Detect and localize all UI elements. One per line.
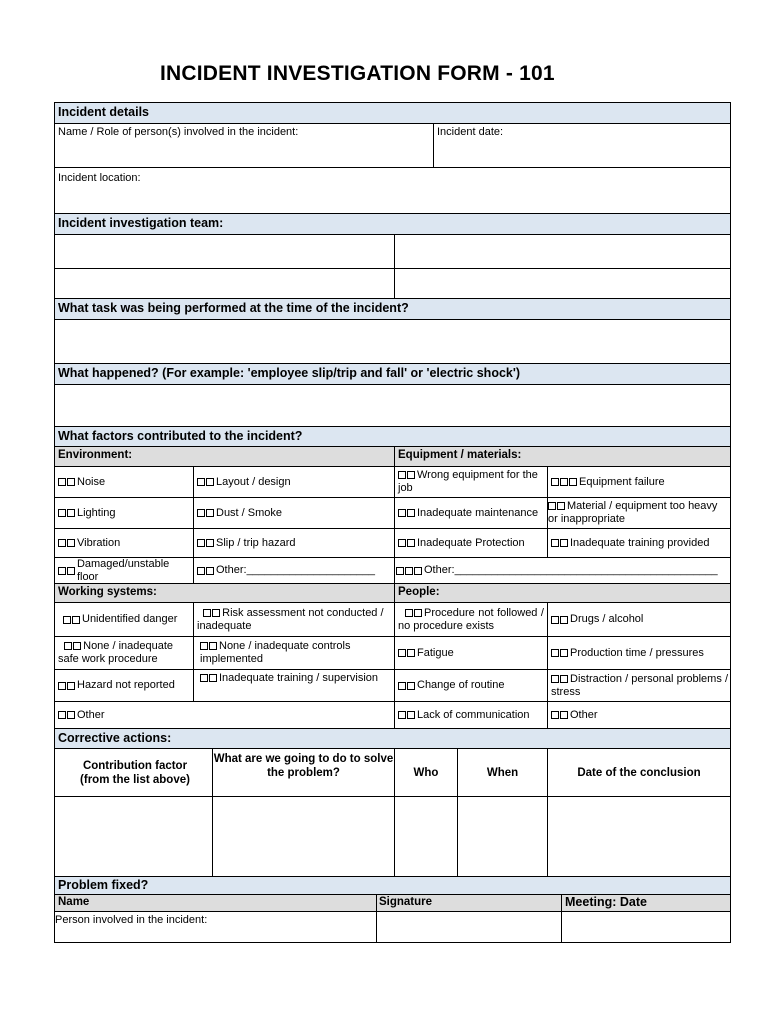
checkbox-icon — [396, 567, 404, 575]
checkbox-icon — [407, 711, 415, 719]
problem-fixed-band — [55, 876, 731, 894]
working-hazard-not-reported[interactable]: Hazard not reported — [55, 670, 193, 701]
who-header: Who — [413, 766, 439, 779]
checkbox-icon — [551, 539, 559, 547]
working-risk-assessment[interactable]: Risk assessment not conducted / inadequate — [197, 606, 384, 632]
task-question-heading: What task was being performed at the time of the incident? — [58, 301, 409, 315]
equipment-wrong-equipment[interactable]: Wrong equipment for the job — [398, 469, 538, 494]
checkbox-icon — [560, 539, 568, 547]
environment-heading: Environment: — [58, 449, 133, 461]
people-drugs-alcohol[interactable]: Drugs / alcohol — [548, 603, 730, 636]
checkbox-icon — [405, 567, 413, 575]
working-systems-heading: Working systems: — [58, 586, 157, 598]
people-other[interactable]: Other — [548, 702, 730, 728]
checkbox-icon — [197, 567, 205, 575]
environment-lighting[interactable]: Lighting — [55, 498, 193, 528]
factors-heading: What factors contributed to the incident? — [58, 429, 303, 443]
checkbox-icon — [560, 675, 568, 683]
checkbox-icon — [407, 509, 415, 517]
checkbox-icon — [67, 682, 75, 690]
checkbox-icon — [58, 509, 66, 517]
checkbox-icon — [551, 616, 559, 624]
signature-column-header: Signature — [379, 896, 433, 908]
checkbox-icon — [212, 609, 220, 617]
checkbox-icon — [203, 609, 211, 617]
checkbox-icon — [551, 675, 559, 683]
checkbox-icon — [398, 471, 406, 479]
when-header: When — [486, 766, 519, 779]
checkbox-icon — [58, 567, 66, 575]
environment-other[interactable]: Other:_____________________ — [194, 558, 394, 583]
checkbox-icon — [67, 478, 75, 486]
corrective-actions-heading: Corrective actions: — [58, 731, 172, 745]
checkbox-icon — [407, 471, 415, 479]
equipment-inadequate-training[interactable]: Inadequate training provided — [548, 529, 730, 557]
working-unidentified-danger[interactable]: Unidentified danger — [55, 603, 193, 636]
checkbox-icon — [407, 539, 415, 547]
checkbox-icon — [197, 539, 205, 547]
what-happened-heading: What happened? (For example: 'employee slip/trip and fall' or 'electric shock') — [58, 366, 520, 380]
checkbox-icon — [206, 539, 214, 547]
checkbox-icon — [560, 649, 568, 657]
checkbox-icon — [398, 539, 406, 547]
people-production-pressure[interactable]: Production time / pressures — [548, 637, 730, 669]
incident-location-label: Incident location: — [58, 172, 141, 184]
equipment-inadequate-maintenance[interactable]: Inadequate maintenance — [395, 498, 547, 528]
checkbox-icon — [64, 642, 72, 650]
checkbox-icon — [209, 674, 217, 682]
checkbox-icon — [200, 674, 208, 682]
checkbox-icon — [63, 616, 71, 624]
checkbox-icon — [58, 682, 66, 690]
equipment-heading: Equipment / materials: — [398, 449, 522, 461]
checkbox-icon — [548, 502, 556, 510]
environment-damaged-floor[interactable]: Damaged/unstable floor — [55, 558, 193, 583]
checkbox-icon — [72, 616, 80, 624]
checkbox-icon — [557, 502, 565, 510]
checkbox-icon — [551, 649, 559, 657]
checkbox-icon — [58, 478, 66, 486]
problem-fixed-heading: Problem fixed? — [58, 878, 149, 892]
people-change-of-routine[interactable]: Change of routine — [395, 670, 547, 701]
equipment-other[interactable]: Other:___________________________________________ — [393, 558, 730, 583]
working-training-supervision[interactable]: Inadequate training / supervision — [194, 670, 394, 686]
people-lack-of-communication[interactable]: Lack of communication — [395, 702, 547, 728]
checkbox-icon — [58, 711, 66, 719]
checkbox-icon — [67, 509, 75, 517]
conclusion-date-header: Date of the conclusion — [577, 766, 701, 779]
working-controls[interactable]: None / inadequate controls implemented — [200, 640, 351, 665]
person-involved-label: Person involved in the incident: — [55, 914, 208, 926]
people-heading: People: — [398, 586, 440, 598]
checkbox-icon — [398, 649, 406, 657]
checkbox-icon — [67, 711, 75, 719]
name-column-header: Name — [58, 896, 90, 908]
checkbox-icon — [197, 509, 205, 517]
environment-dust-smoke[interactable]: Dust / Smoke — [194, 498, 394, 528]
checkbox-icon — [414, 609, 422, 617]
checkbox-icon — [398, 711, 406, 719]
people-fatigue[interactable]: Fatigue — [395, 637, 547, 669]
equipment-too-heavy[interactable]: Material / equipment too heavy or inappropriate — [548, 500, 718, 525]
form-title: INCIDENT INVESTIGATION FORM - 101 — [160, 62, 555, 85]
checkbox-icon — [209, 642, 217, 650]
environment-noise[interactable]: Noise — [55, 467, 193, 497]
name-role-label: Name / Role of person(s) involved in the incident: — [58, 126, 299, 138]
equipment-failure[interactable]: Equipment failure — [548, 467, 730, 497]
people-procedure-not-followed[interactable]: Procedure not followed / no procedure exists — [398, 606, 544, 632]
environment-band — [55, 446, 731, 466]
meeting-date-column-header: Meeting: Date — [565, 895, 647, 909]
checkbox-icon — [206, 478, 214, 486]
incident-date-label: Incident date: — [437, 126, 504, 138]
checkbox-icon — [560, 478, 568, 486]
incident-details-band — [55, 102, 731, 123]
environment-layout[interactable]: Layout / design — [194, 467, 394, 497]
working-other[interactable]: Other — [55, 702, 394, 728]
contribution-factor-header: Contribution factor (from the list above) — [80, 759, 190, 786]
checkbox-icon — [73, 642, 81, 650]
checkbox-icon — [407, 649, 415, 657]
checkbox-icon — [407, 682, 415, 690]
checkbox-icon — [58, 539, 66, 547]
investigation-team-heading: Incident investigation team: — [58, 216, 224, 230]
checkbox-icon — [206, 509, 214, 517]
checkbox-icon — [200, 642, 208, 650]
checkbox-icon — [67, 539, 75, 547]
checkbox-icon — [560, 711, 568, 719]
checkbox-icon — [197, 478, 205, 486]
working-safe-procedure[interactable]: None / inadequate safe work procedure — [58, 640, 174, 665]
environment-slip-trip[interactable]: Slip / trip hazard — [194, 529, 394, 557]
checkbox-icon — [206, 567, 214, 575]
checkbox-icon — [405, 609, 413, 617]
checkbox-icon — [67, 567, 75, 575]
checkbox-icon — [560, 616, 568, 624]
checkbox-icon — [414, 567, 422, 575]
equipment-inadequate-protection[interactable]: Inadequate Protection — [395, 529, 547, 557]
incident-details-heading: Incident details — [58, 105, 149, 119]
people-distraction[interactable]: Distraction / personal problems / stress — [551, 672, 728, 698]
solution-header: What are we going to do to solve the problem? — [213, 752, 394, 779]
checkbox-icon — [551, 478, 559, 486]
checkbox-icon — [398, 682, 406, 690]
environment-vibration[interactable]: Vibration — [55, 529, 193, 557]
checkbox-icon — [569, 478, 577, 486]
checkbox-icon — [398, 509, 406, 517]
checkbox-icon — [551, 711, 559, 719]
